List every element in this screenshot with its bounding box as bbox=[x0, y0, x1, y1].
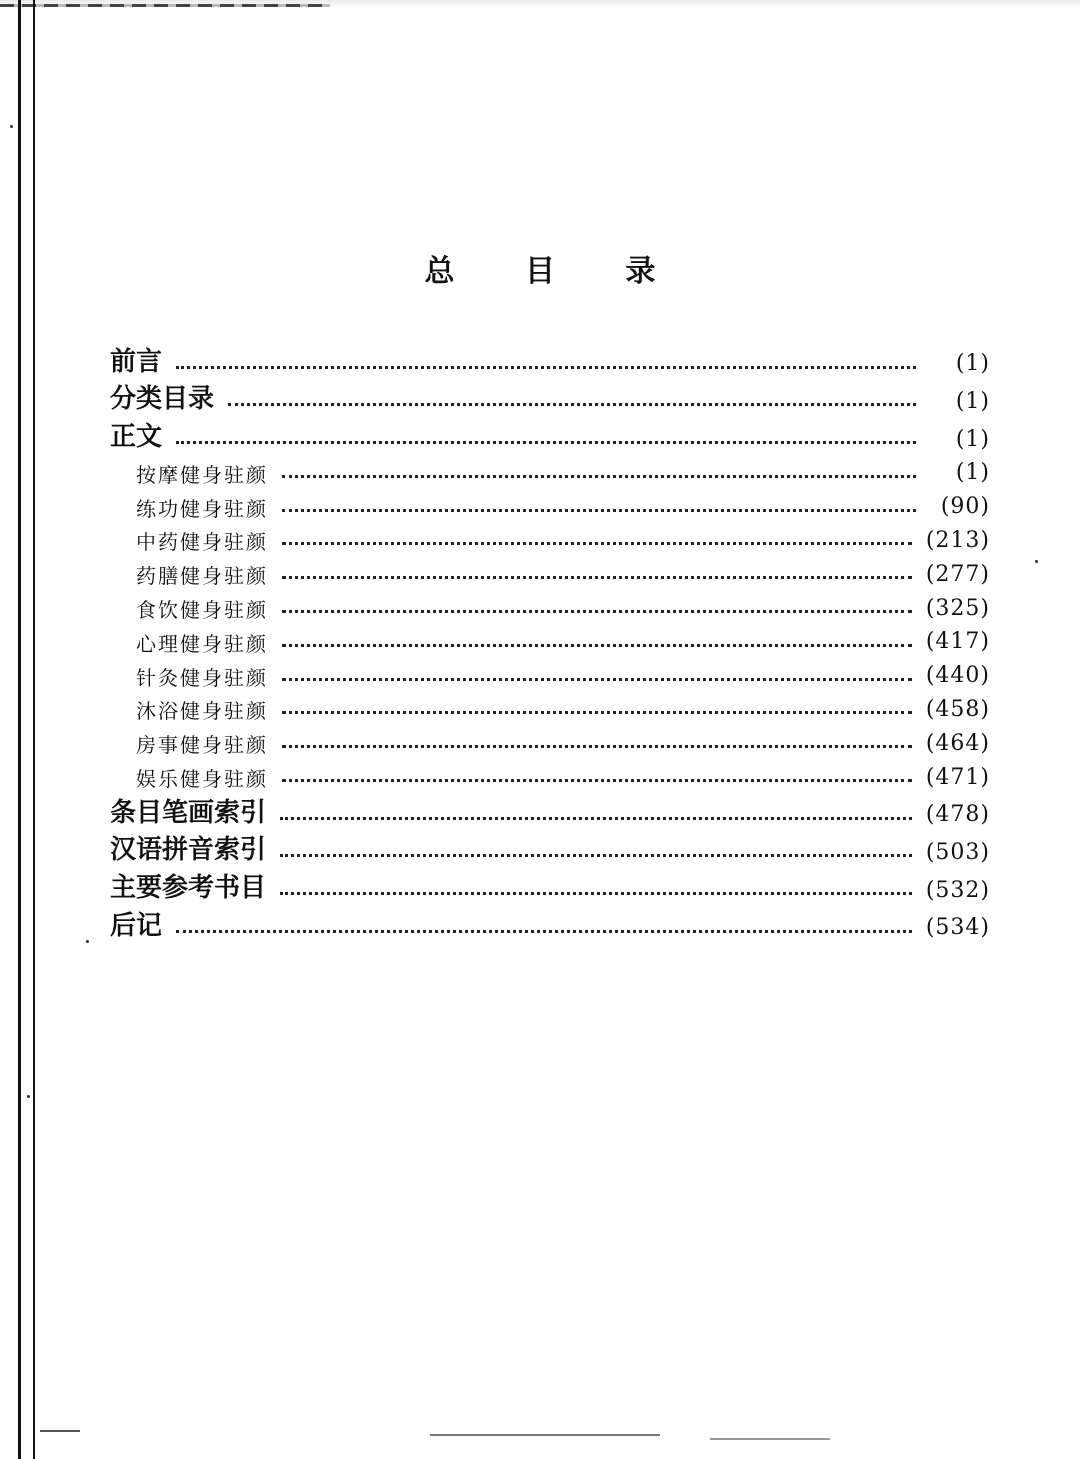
scan-speck bbox=[1035, 560, 1038, 563]
dot-leader bbox=[282, 610, 912, 613]
toc-entry-label: 正文 bbox=[110, 421, 163, 452]
toc-entry-page: (458) bbox=[925, 697, 990, 723]
toc-entry bbox=[110, 656, 990, 690]
toc-entry bbox=[110, 453, 990, 487]
dot-leader bbox=[282, 542, 912, 545]
toc-entry bbox=[110, 487, 990, 521]
toc-entry bbox=[110, 757, 990, 791]
toc-entry-page: (417) bbox=[925, 629, 990, 655]
toc-entry bbox=[110, 866, 990, 904]
toc-entry-label: 食饮健身驻颜 bbox=[136, 598, 268, 623]
dot-leader bbox=[280, 817, 912, 820]
dot-leader bbox=[282, 779, 912, 782]
dot-leader bbox=[282, 475, 916, 478]
dot-leader bbox=[176, 441, 916, 444]
dot-leader bbox=[282, 711, 912, 714]
toc-entry bbox=[110, 378, 990, 416]
toc-entry-label: 练功健身驻颜 bbox=[136, 496, 268, 521]
toc-entry-label: 条目笔画索引 bbox=[110, 797, 267, 828]
scan-speck bbox=[10, 125, 13, 128]
dot-leader bbox=[176, 366, 916, 369]
dot-leader bbox=[282, 644, 912, 647]
dot-leader bbox=[282, 678, 912, 681]
toc-entry bbox=[110, 622, 990, 656]
toc-entry-page: (532) bbox=[925, 877, 990, 903]
toc-entry-page: (213) bbox=[925, 528, 990, 554]
toc-entry-page: (1) bbox=[955, 351, 990, 377]
toc-entry-label: 后记 bbox=[110, 910, 163, 941]
binding-line-outer bbox=[18, 0, 21, 1459]
toc-entry-label: 心理健身驻颜 bbox=[136, 631, 268, 656]
toc-entry-label: 药膳健身驻颜 bbox=[136, 564, 268, 589]
table-of-contents bbox=[110, 340, 990, 942]
dot-leader bbox=[280, 892, 912, 895]
toc-entry bbox=[110, 690, 990, 724]
toc-entry-page: (1) bbox=[955, 388, 990, 414]
toc-entry-page: (325) bbox=[925, 595, 990, 621]
scan-speck bbox=[27, 1095, 30, 1098]
toc-entry-page: (90) bbox=[940, 494, 990, 520]
toc-entry bbox=[110, 829, 990, 867]
toc-entry-page: (503) bbox=[925, 840, 990, 866]
toc-entry-page: (534) bbox=[925, 915, 990, 941]
dot-leader bbox=[280, 854, 912, 857]
scan-scratch bbox=[430, 1434, 660, 1436]
toc-entry-label: 房事健身驻颜 bbox=[136, 733, 268, 758]
toc-entry bbox=[110, 340, 990, 378]
toc-entry-page: (471) bbox=[925, 764, 990, 790]
toc-entry bbox=[110, 723, 990, 757]
toc-entry-label: 中药健身驻颜 bbox=[136, 530, 268, 555]
toc-entry-page: (1) bbox=[955, 426, 990, 452]
toc-entry bbox=[110, 521, 990, 555]
toc-entry-page: (478) bbox=[925, 802, 990, 828]
toc-entry bbox=[110, 588, 990, 622]
toc-entry-label: 针灸健身驻颜 bbox=[136, 665, 268, 690]
page-title: 总 目 录 bbox=[424, 254, 686, 289]
toc-entry-label: 主要参考书目 bbox=[110, 872, 267, 903]
toc-entry bbox=[110, 554, 990, 588]
scan-top-artifact bbox=[0, 4, 330, 7]
scan-speck bbox=[86, 940, 89, 943]
toc-entry-page: (1) bbox=[955, 460, 990, 486]
toc-entry-label: 沐浴健身驻颜 bbox=[136, 699, 268, 724]
scan-scratch bbox=[40, 1430, 80, 1432]
toc-entry-label: 按摩健身驻颜 bbox=[136, 462, 268, 487]
binding-line-inner bbox=[33, 0, 35, 1459]
toc-entry-label: 汉语拼音索引 bbox=[110, 835, 267, 866]
toc-entry bbox=[110, 791, 990, 829]
scan-scratch bbox=[710, 1438, 830, 1440]
dot-leader bbox=[282, 509, 916, 512]
toc-entry-page: (277) bbox=[925, 561, 990, 587]
dot-leader bbox=[282, 745, 912, 748]
toc-entry-label: 娱乐健身驻颜 bbox=[136, 767, 268, 792]
toc-entry bbox=[110, 904, 990, 942]
toc-entry bbox=[110, 415, 990, 453]
toc-entry-label: 分类目录 bbox=[110, 384, 215, 415]
dot-leader bbox=[282, 576, 912, 579]
dot-leader bbox=[228, 403, 916, 406]
toc-entry-page: (440) bbox=[925, 663, 990, 689]
dot-leader bbox=[176, 930, 912, 933]
toc-entry-page: (464) bbox=[925, 730, 990, 756]
toc-entry-label: 前言 bbox=[110, 346, 163, 377]
